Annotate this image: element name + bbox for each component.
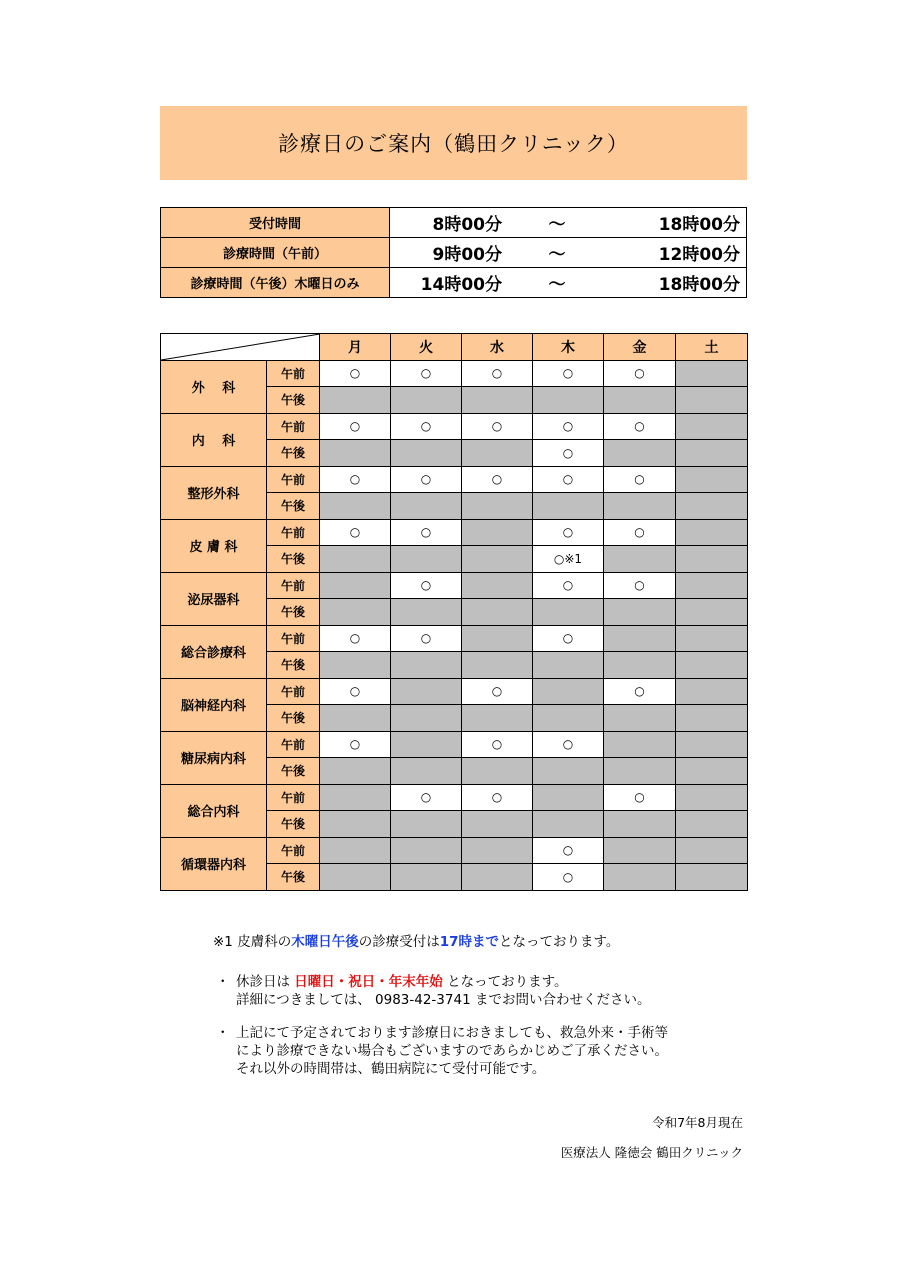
closed-cell [462,440,533,467]
hours-start: 14時00分 [420,275,502,295]
closed-cell [391,652,462,679]
note-2 [216,973,651,1008]
closed-cell [604,440,676,467]
hours-end: 18時00分 [658,275,740,295]
open-cell: ○ [604,466,676,493]
hours-label: 診療時間（午前） [161,238,390,268]
closed-cell [676,731,748,758]
hours-row [161,238,747,268]
closed-cell [676,466,748,493]
day-header-row [161,334,748,361]
closed-cell [320,864,391,891]
footer-date: 令和7年8月現在 [652,1115,743,1130]
day-header: 土 [676,334,748,361]
period-label: 午前 [267,678,320,705]
hours-start: 8時00分 [432,215,502,235]
closed-cell [676,705,748,732]
closed-cell [391,599,462,626]
hours-start: 9時00分 [432,245,502,265]
period-label: 午前 [267,360,320,387]
period-label: 午前 [267,625,320,652]
closed-cell [676,440,748,467]
period-label: 午後 [267,493,320,520]
open-cell: ○ [462,784,533,811]
open-cell: ○ [462,731,533,758]
open-cell: ○※1 [533,546,604,573]
closed-cell [320,572,391,599]
schedule-row [161,413,748,440]
closed-cell [391,387,462,414]
open-cell: ○ [320,731,391,758]
day-header: 金 [604,334,676,361]
closed-cell [604,731,676,758]
department-name: 糖尿病内科 [161,731,267,784]
department-name: 循環器内科 [161,837,267,890]
open-cell: ○ [391,572,462,599]
department-name: 脳神経内科 [161,678,267,731]
closed-cell [462,705,533,732]
open-cell: ○ [391,413,462,440]
note-1 [213,933,619,951]
closed-cell [320,599,391,626]
open-cell: ○ [462,413,533,440]
period-label: 午前 [267,413,320,440]
open-cell: ○ [533,519,604,546]
note-3-line-2: により診療できない場合もございますのであらかじめご了承ください。 [236,1043,668,1059]
open-cell: ○ [320,360,391,387]
closed-cell [320,387,391,414]
hours-label: 受付時間 [161,208,390,238]
open-cell: ○ [320,519,391,546]
closed-cell [391,811,462,838]
closed-cell [462,837,533,864]
open-cell: ○ [533,625,604,652]
day-header: 火 [391,334,462,361]
open-cell: ○ [320,625,391,652]
closed-cell [320,837,391,864]
department-name: 総合診療科 [161,625,267,678]
closed-cell [320,784,391,811]
note-1-mid: の診療受付は [358,934,440,950]
closed-cell [676,837,748,864]
closed-cell [604,599,676,626]
closed-cell [320,546,391,573]
open-cell: ○ [320,678,391,705]
closed-cell [676,413,748,440]
closed-cell [533,705,604,732]
footer-organization: 医療法人 隆徳会 鶴田クリニック [560,1145,743,1160]
period-label: 午前 [267,466,320,493]
closed-cell [676,678,748,705]
open-cell: ○ [462,678,533,705]
closed-cell [533,811,604,838]
closed-cell [320,493,391,520]
note-3 [216,1024,668,1077]
note-2-contact: 詳細につきましては、 0983-42-3741 までお問い合わせください。 [236,992,651,1008]
period-label: 午後 [267,758,320,785]
period-label: 午前 [267,784,320,811]
open-cell: ○ [604,678,676,705]
schedule-row [161,837,748,864]
closed-cell [320,652,391,679]
closed-cell [462,519,533,546]
closed-cell [604,546,676,573]
open-cell: ○ [604,413,676,440]
hours-row [161,208,747,238]
closed-cell [676,387,748,414]
closed-cell [676,784,748,811]
closed-cell [391,678,462,705]
hours-table [160,207,747,298]
closed-cell [533,678,604,705]
hours-value [390,238,747,268]
note-2-holidays: 日曜日・祝日・年末年始 [294,974,443,990]
hours-value [390,268,747,298]
open-cell: ○ [533,440,604,467]
closed-cell [533,599,604,626]
closed-cell [676,572,748,599]
closed-cell [462,625,533,652]
schedule-table [160,333,748,891]
note-3-line-3: それ以外の時間帯は、鶴田病院にて受付可能です。 [236,1061,546,1077]
closed-cell [676,625,748,652]
period-label: 午前 [267,837,320,864]
closed-cell [391,731,462,758]
closed-cell [676,360,748,387]
note-2-prefix: 休診日は [236,974,295,990]
open-cell: ○ [462,360,533,387]
hours-value [390,208,747,238]
open-cell: ○ [533,413,604,440]
hours-end: 18時00分 [658,215,740,235]
schedule-row [161,572,748,599]
closed-cell [604,811,676,838]
closed-cell [676,546,748,573]
closed-cell [391,546,462,573]
closed-cell [391,705,462,732]
hours-separator: ～ [548,215,566,235]
closed-cell [676,758,748,785]
department-name: 外 科 [161,360,267,413]
closed-cell [604,387,676,414]
hours-end: 12時00分 [658,245,740,265]
period-label: 午後 [267,705,320,732]
bullet: ・ [216,1025,230,1041]
closed-cell [462,811,533,838]
open-cell: ○ [604,784,676,811]
day-header: 月 [320,334,391,361]
open-cell: ○ [604,572,676,599]
closed-cell [462,599,533,626]
department-name: 総合内科 [161,784,267,837]
closed-cell [462,546,533,573]
closed-cell [320,811,391,838]
closed-cell [604,625,676,652]
schedule-row [161,678,748,705]
hours-separator: ～ [548,275,566,295]
open-cell: ○ [533,864,604,891]
open-cell: ○ [391,625,462,652]
open-cell: ○ [604,519,676,546]
closed-cell [391,758,462,785]
period-label: 午前 [267,572,320,599]
closed-cell [391,837,462,864]
closed-cell [391,864,462,891]
bullet: ・ [216,974,230,990]
closed-cell [533,493,604,520]
schedule-row [161,784,748,811]
page-title: 診療日のご案内（鶴田クリニック） [160,106,747,180]
closed-cell [462,387,533,414]
closed-cell [320,705,391,732]
closed-cell [391,440,462,467]
closed-cell [320,758,391,785]
closed-cell [462,493,533,520]
closed-cell [676,811,748,838]
open-cell: ○ [320,413,391,440]
department-name: 泌尿器科 [161,572,267,625]
closed-cell [604,705,676,732]
period-label: 午後 [267,811,320,838]
note-1-deadline: 17時まで [439,934,499,950]
schedule-row [161,466,748,493]
period-label: 午後 [267,546,320,573]
closed-cell [462,572,533,599]
diagonal-line [161,334,320,360]
schedule-row [161,731,748,758]
open-cell: ○ [391,519,462,546]
department-name: 内 科 [161,413,267,466]
period-label: 午後 [267,599,320,626]
closed-cell [676,599,748,626]
closed-cell [604,493,676,520]
schedule-row [161,625,748,652]
note-1-prefix: ※1 皮膚科の [213,934,292,950]
open-cell: ○ [320,466,391,493]
period-label: 午後 [267,387,320,414]
open-cell: ○ [533,360,604,387]
note-2-suffix: となっております。 [442,974,568,990]
closed-cell [391,493,462,520]
closed-cell [462,864,533,891]
closed-cell [604,837,676,864]
closed-cell [676,652,748,679]
period-label: 午後 [267,440,320,467]
note-1-thursday-pm: 木曜日午後 [291,934,359,950]
closed-cell [533,652,604,679]
header-corner [161,334,320,361]
note-3-line-1: 上記にて予定されております診療日におきましても、救急外来・手術等 [236,1025,668,1041]
period-label: 午前 [267,519,320,546]
hours-separator: ～ [548,245,566,265]
closed-cell [462,652,533,679]
day-header: 木 [533,334,604,361]
open-cell: ○ [391,784,462,811]
open-cell: ○ [533,466,604,493]
open-cell: ○ [604,360,676,387]
schedule-row [161,360,748,387]
open-cell: ○ [533,731,604,758]
closed-cell [676,519,748,546]
hours-label: 診療時間（午後）木曜日のみ [161,268,390,298]
period-label: 午後 [267,864,320,891]
open-cell: ○ [533,572,604,599]
closed-cell [533,387,604,414]
period-label: 午後 [267,652,320,679]
department-name: 皮 膚 科 [161,519,267,572]
open-cell: ○ [462,466,533,493]
closed-cell [320,440,391,467]
closed-cell [533,784,604,811]
day-header: 水 [462,334,533,361]
closed-cell [462,758,533,785]
closed-cell [676,493,748,520]
closed-cell [604,652,676,679]
closed-cell [533,758,604,785]
period-label: 午前 [267,731,320,758]
note-1-suffix: となっております。 [499,934,620,950]
closed-cell [676,864,748,891]
open-cell: ○ [391,466,462,493]
open-cell: ○ [533,837,604,864]
department-name: 整形外科 [161,466,267,519]
schedule-row [161,519,748,546]
closed-cell [604,864,676,891]
closed-cell [604,758,676,785]
hours-row [161,268,747,298]
open-cell: ○ [391,360,462,387]
